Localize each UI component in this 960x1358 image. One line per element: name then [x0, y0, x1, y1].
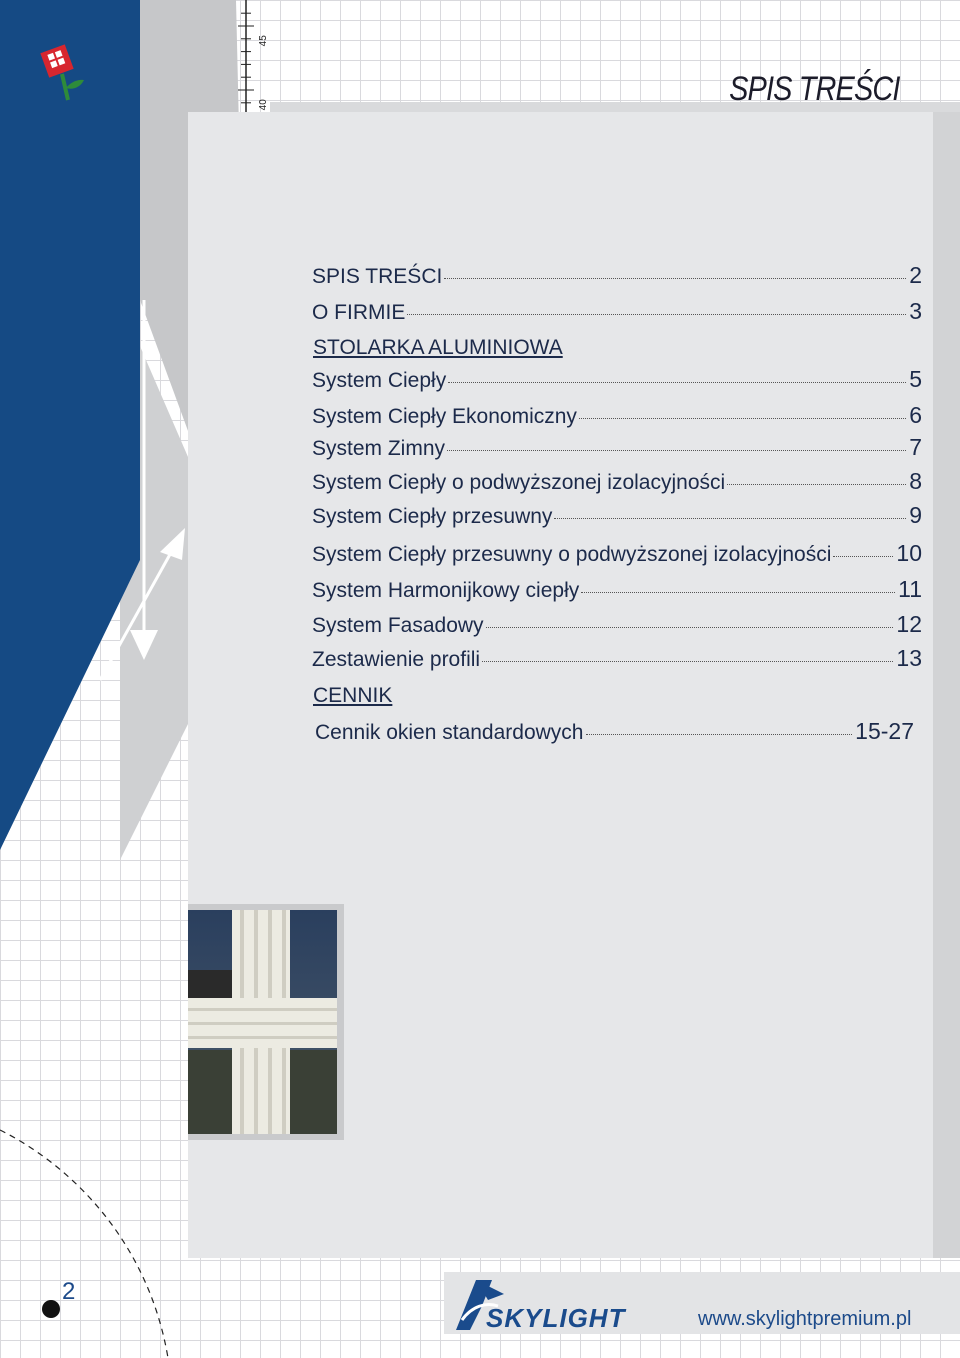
toc-label: Zestawienie profili — [312, 648, 481, 671]
dot-leader — [486, 627, 894, 628]
toc-label: System Ciepły — [312, 369, 447, 392]
skylight-logo[interactable] — [452, 1276, 662, 1334]
dot-leader — [579, 418, 906, 419]
toc-label: System Ciepły Ekonomiczny — [312, 405, 577, 428]
toc-row[interactable] — [312, 718, 914, 745]
toc-label: System Ciepły o podwyższonej izolacyjności — [312, 471, 726, 494]
toc-page: 8 — [909, 468, 922, 494]
toc-page: 11 — [898, 576, 922, 602]
toc-row[interactable] — [312, 366, 922, 393]
section-heading-pricing[interactable]: CENNIK — [313, 684, 393, 707]
toc-row[interactable] — [312, 502, 922, 529]
page-title: SPIS TREŚCI — [729, 70, 900, 108]
toc-row[interactable] — [312, 540, 922, 567]
toc-label: System Ciepły przesuwny — [312, 505, 553, 528]
dot-leader — [444, 278, 906, 279]
toc-row[interactable] — [312, 402, 922, 429]
panel-shadow-right — [933, 112, 960, 1258]
ruler-label: 45 — [258, 35, 269, 47]
section-heading-aluminium[interactable]: STOLARKA ALUMINIOWA — [313, 336, 563, 359]
toc-label: System Zimny — [312, 437, 446, 460]
dot-leader — [482, 661, 893, 662]
website-link[interactable]: www.skylightpremium.pl — [698, 1308, 912, 1330]
toc-label: System Fasadowy — [312, 614, 484, 637]
toc-page: 2 — [909, 262, 922, 288]
toc-row[interactable] — [312, 262, 922, 289]
toc-page: 10 — [896, 540, 922, 566]
page-number: 2 — [62, 1278, 76, 1305]
toc-label: SPIS TREŚCI — [312, 265, 443, 288]
toc-page: 5 — [909, 366, 922, 392]
toc-page: 9 — [909, 502, 922, 528]
toc-label: O FIRMIE — [312, 301, 406, 324]
toc-row[interactable] — [312, 468, 922, 495]
toc-page: 6 — [909, 402, 922, 428]
dot-leader — [833, 556, 893, 557]
toc-label: System Ciepły przesuwny o podwyższonej izolacyjności — [312, 543, 832, 566]
dot-leader — [581, 592, 895, 593]
window-photo — [188, 910, 337, 1134]
toc-page: 7 — [909, 434, 922, 460]
toc-row[interactable] — [312, 645, 922, 672]
toc-label: Cennik okien standardowych — [315, 721, 584, 744]
toc-page: 13 — [896, 645, 922, 671]
dot-leader — [554, 518, 906, 519]
toc-row[interactable] — [312, 611, 922, 638]
dot-leader — [586, 734, 853, 735]
dot-leader — [407, 314, 906, 315]
dashed-arc — [0, 1120, 200, 1358]
toc-page: 12 — [896, 611, 922, 637]
dot-leader — [447, 450, 906, 451]
page-bullet-icon — [42, 1300, 60, 1318]
dot-leader — [448, 382, 906, 383]
logo-text: SKYLIGHT — [486, 1303, 626, 1333]
toc-row[interactable] — [312, 434, 922, 461]
ruler-label: 40 — [258, 99, 269, 111]
toc-row[interactable] — [312, 298, 922, 325]
toc-row[interactable] — [312, 576, 922, 603]
dot-leader — [727, 484, 906, 485]
toc-page: 3 — [909, 298, 922, 324]
toc-page: 15-27 — [855, 718, 914, 744]
toc-label: System Harmonijkowy ciepły — [312, 579, 580, 602]
